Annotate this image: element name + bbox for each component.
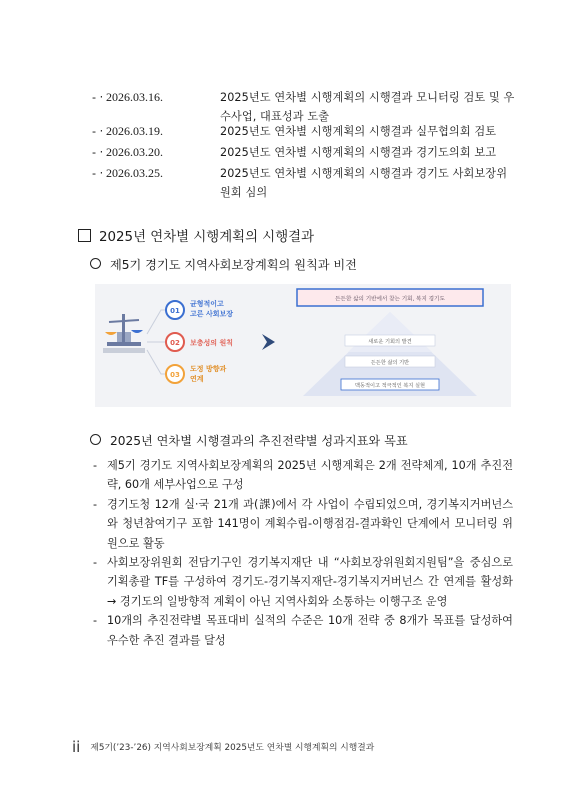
schedule-dash: - · xyxy=(92,125,104,138)
schedule-desc: 2025년도 연차별 시행계획의 시행결과 실무협의회 검토 xyxy=(220,125,497,138)
page-footer xyxy=(72,738,374,756)
schedule-dash: - · xyxy=(92,91,104,104)
circle-bullet-icon xyxy=(90,258,101,269)
principle-2 xyxy=(166,333,233,351)
principle-num: 03 xyxy=(170,371,180,379)
principle-num: 01 xyxy=(170,307,180,315)
list-item: - 제5기 경기도 지역사회보장계획의 2025년 시행계획은 2개 전략체계, 10개 추진전략, 60개 세부사업으로 구성 xyxy=(93,459,513,492)
pyramid-level-3: 맥동적이고 적극적인 복지 실현 xyxy=(354,383,426,389)
principle-num: 02 xyxy=(170,339,180,347)
list-item-text: 10개의 추진전략별 목표대비 실적의 수준은 10개 전략 중 8개가 목표를 달성하여 우수한 추진 결과를 달성 xyxy=(107,614,513,647)
list-item-text: 경기도청 12개 실·국 21개 과(課)에서 각 사업이 수립되었으며, 경기복지거버넌스와 청년참여기구 포함 141명이 계획수립-이행점검-결과확인 단계에서 모니터링 위원으로 활동 xyxy=(107,497,513,550)
schedule-date: 2026.03.20. xyxy=(106,145,163,159)
schedule-desc: 2025년도 연차별 시행계획의 시행결과 모니터링 검토 및 우수사업, 대표성과 도출 xyxy=(220,91,515,123)
list-item: - 10개의 추진전략별 목표대비 실적의 수준은 10개 전략 중 8개가 목표를 달성하여 우수한 추진 결과를 달성 xyxy=(93,614,513,647)
list-item-text: 제5기 경기도 지역사회보장계획의 2025년 시행계획은 2개 전략체계, 10개 추진전략, 60개 세부사업으로 구성 xyxy=(107,459,513,492)
principle-label-line1: 균형적이고 xyxy=(190,300,224,308)
circle-bullet-icon xyxy=(90,434,101,445)
schedule-desc: 2025년도 연차별 시행계획의 시행결과 경기도 사회보장위원회 심의 xyxy=(220,167,508,199)
principles-vision-figure xyxy=(95,284,511,407)
figure-graphic xyxy=(95,284,511,407)
schedule-date: 2026.03.25. xyxy=(106,166,163,180)
result-bullet-list xyxy=(93,456,513,650)
schedule-item xyxy=(92,143,512,162)
page-number: ii xyxy=(72,738,81,756)
schedule-dash: - · xyxy=(92,146,104,159)
square-bullet-icon xyxy=(78,229,91,242)
subsection-title: 제5기 경기도 지역사회보장계획의 원칙과 비전 xyxy=(110,258,357,272)
list-item-text: 사회보장위원회 전담기구인 경기복지재단 내 “사회보장위원회지원팀”을 중심으로 기획총괄 TF를 구성하여 경기도-경기복지재단-경기복지거버넌스 간 연계를 활성화 → 경기도의 일방향적 계획이 아닌 지역사회와 소통하는 이행구조 운영 xyxy=(107,556,513,608)
principle-3 xyxy=(166,364,226,383)
subsection-heading xyxy=(90,432,408,449)
pyramid-level-2: 든든한 삶의 기반 xyxy=(370,360,410,366)
section-title: 2025년 연차별 시행계획의 시행결과 xyxy=(99,230,315,245)
principle-label: 보충성의 원칙 xyxy=(190,339,234,347)
principle-label-line2: 고른 사회보장 xyxy=(190,310,234,318)
principle-label-line1: 도정 방향과 xyxy=(190,365,227,373)
footer-text: 제5기(’23-’26) 지역사회보장계획 2025년도 연차별 시행계획의 시행결과 xyxy=(90,743,375,753)
vision-text: 든든한 삶의 기반에서 찾는 기회, 복지 경기도 xyxy=(335,296,445,303)
list-item: - 사회보장위원회 전담기구인 경기복지재단 내 “사회보장위원회지원팀”을 중심으로 기획총괄 TF를 구성하여 경기도-경기복지재단-경기복지거버넌스 간 연계를 활성화 → 경기도의 일방향적 계획이 아닌 지역사회와 소통하는 이행구조 운영 xyxy=(93,556,513,608)
section-heading xyxy=(78,226,314,245)
scales-icon xyxy=(103,314,145,353)
pyramid-level-1: 새로운 기회의 발견 xyxy=(368,339,412,345)
principle-1 xyxy=(166,299,233,319)
list-item: - 경기도청 12개 실·국 21개 과(課)에서 각 사업이 수립되었으며, 경기복지거버넌스와 청년참여기구 포함 141명이 계획수립-이행점검-결과확인 단계에서 모니터링 위원으로 활동 xyxy=(93,497,513,550)
schedule-item xyxy=(92,164,512,202)
subsection-heading xyxy=(90,256,357,273)
chevron-right-icon xyxy=(262,334,275,350)
schedule-date: 2026.03.16. xyxy=(106,90,163,104)
subsection-title: 2025년 연차별 시행결과의 추진전략별 성과지표와 목표 xyxy=(110,434,408,448)
schedule-desc: 2025년도 연차별 시행계획의 시행결과 경기도의회 보고 xyxy=(220,146,497,159)
schedule-date: 2026.03.19. xyxy=(106,124,163,138)
principle-label-line2: 연계 xyxy=(190,375,204,383)
schedule-item xyxy=(92,122,512,141)
schedule-item xyxy=(92,88,515,126)
schedule-dash: - · xyxy=(92,167,104,180)
